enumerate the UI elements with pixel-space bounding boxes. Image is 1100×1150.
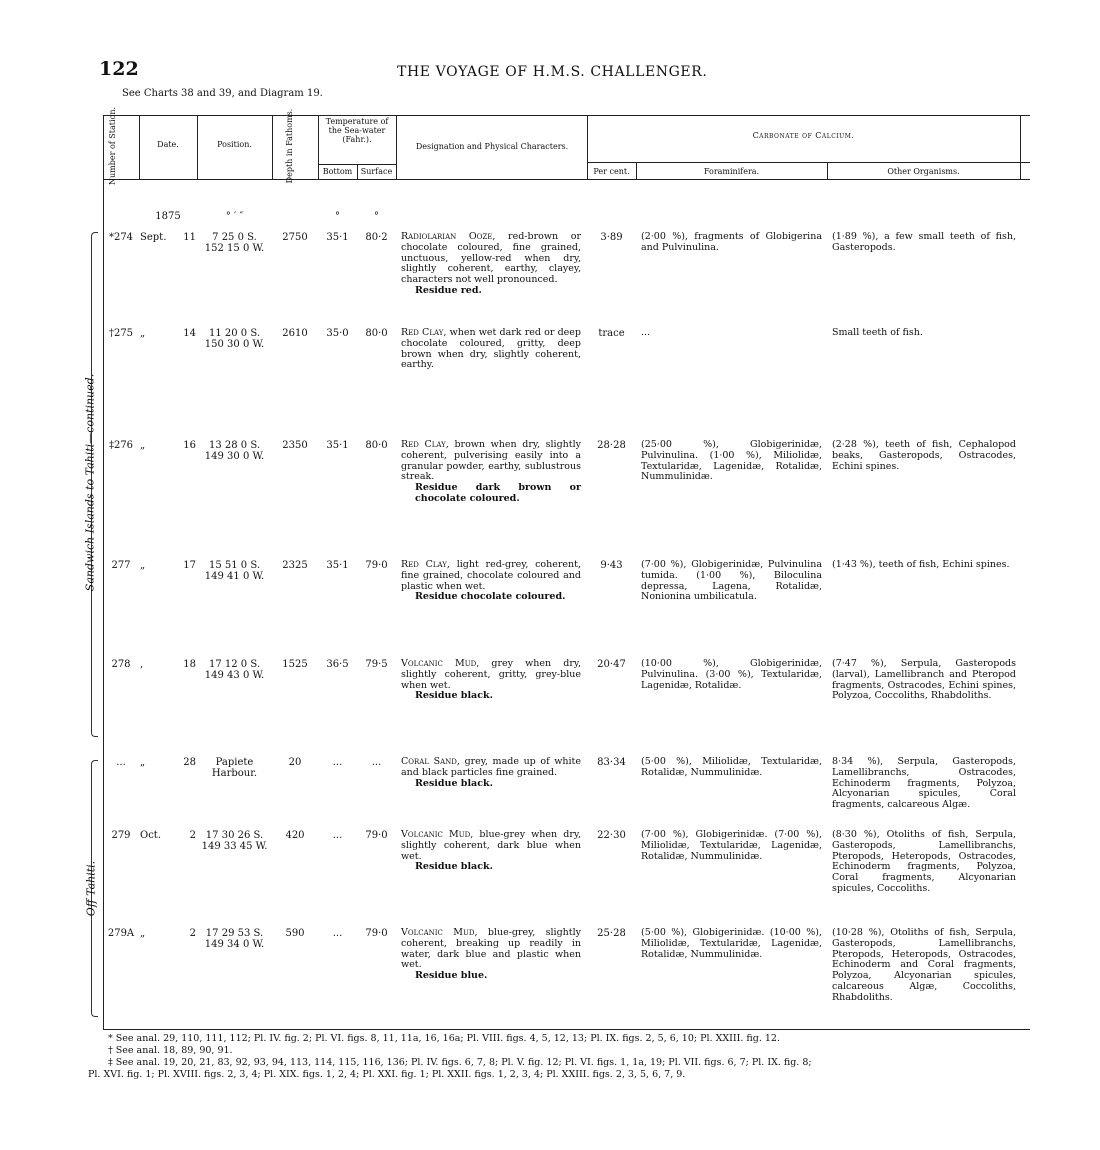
date-day: 17 [183, 560, 196, 571]
temp-surface: 79·0 [365, 928, 388, 939]
other-organisms-text: (10·28 %), Otoliths of fish, Serpula, Gasteropods, Lamellibranchs, Pteropods, Heteropods, Ostracodes, Echinoderm and Coral fragments, Polyzoa, Alcyonarian spicules, calcareous Algæ, Coccoliths, Rhabdoliths. [832, 927, 1016, 1003]
carbonate-percent: 28·28 [597, 440, 626, 451]
depth-fathoms: 590 [285, 928, 305, 939]
carbonate-percent: trace [598, 328, 625, 339]
date-day: 2 [189, 928, 196, 939]
deposit-description: brown when dry, slightly coherent, pulverising easily into a granular powder, earthy, sublustrous streak. [401, 439, 582, 483]
carbonate-percent: 3·89 [600, 232, 623, 243]
depth-fathoms: 1525 [282, 659, 308, 670]
residue-note: Residue blue. [415, 970, 488, 982]
position-longitude: 149 41 0 W. [204, 571, 265, 582]
carbonate-percent: 20·47 [597, 659, 626, 670]
designation-text [401, 659, 581, 702]
year: 1875 [155, 211, 181, 222]
station-number: *274 [108, 232, 134, 243]
station-number: †275 [108, 328, 134, 339]
other-organisms-text: (8·30 %), Otoliths of fish, Serpula, Gasteropods, Lamellibranchs, Pteropods, Heteropods, Ostracodes, Echinoderm fragments, Polyzoa, Coral fragments, Alcyonarian spicules, Coccoliths. [832, 829, 1016, 894]
deposit-name: Radiolarian Ooze, [401, 231, 509, 242]
depth-fathoms: 2325 [282, 560, 308, 571]
page-number: 122 [99, 58, 139, 80]
position-longitude: 149 30 0 W. [204, 451, 265, 462]
station-number: ... [116, 757, 126, 768]
position-latitude: 17 12 0 S. [208, 659, 261, 670]
deposit-name: Red Clay, [401, 439, 455, 450]
date-month: „ [140, 757, 146, 768]
header-temperature: Temperature of the Sea-water (Fahr.). [325, 117, 389, 144]
header-date: Date. [157, 140, 179, 149]
residue-note: Residue black. [415, 861, 493, 873]
date-day: 11 [183, 232, 196, 243]
station-number: ‡276 [108, 440, 134, 451]
position-longitude: 149 34 0 W. [204, 939, 265, 950]
foraminifera-text: (5·00 %), Globigerinidæ. (10·00 %), Miliolidæ, Textularidæ, Lagenidæ, Rotalidæ, Nummulinidæ. [641, 927, 822, 960]
station-number: 277 [111, 560, 131, 571]
foraminifera-text: (7·00 %), Globigerinidæ. (7·00 %), Miliolidæ, Textularidæ, Lagenidæ, Rotalidæ, Nummulinidæ. [641, 829, 822, 862]
temp-surface: 79·0 [365, 830, 388, 841]
designation-text [401, 830, 581, 873]
deposit-name: Volcanic Mud, [401, 658, 492, 669]
other-organisms-text: (1·43 %), teeth of fish, Echini spines. [832, 559, 1010, 570]
designation-text [401, 328, 581, 371]
deposit-name: Volcanic Mud, [401, 927, 488, 938]
footnote-line: Pl. XVI. fig. 1; Pl. XVIII. figs. 2, 3, 4; Pl. XIX. figs. 1, 2, 4; Pl. XXI. fig. 1; Pl. XXII. figs. 1, 2, 3, 4; Pl. XXIII. figs. 2, 3, 5, 6, 7, 9. [88, 1069, 686, 1080]
station-number: 279A [107, 928, 135, 939]
temp-bottom: ... [332, 757, 343, 768]
position-latitude: 7 25 0 S. [212, 232, 257, 243]
position-longitude: 150 30 0 W. [204, 339, 265, 350]
depth-fathoms: 2610 [282, 328, 308, 339]
deposit-description: when wet dark red or deep chocolate coloured, gritty, deep brown when dry, slightly coherent, earthy. [401, 327, 581, 371]
other-organisms-text: (1·89 %), a few small teeth of fish, Gasteropods. [832, 231, 1016, 253]
date-day: 18 [183, 659, 196, 670]
date-day: 16 [183, 440, 196, 451]
date-day: 14 [183, 328, 196, 339]
other-organisms-text: Small teeth of fish. [832, 327, 923, 338]
position-latitude: 15 51 0 S. [208, 560, 261, 571]
footnote-line: * See anal. 29, 110, 111, 112; Pl. IV. fig. 2; Pl. VI. figs. 8, 11, 11a, 16, 16a; Pl. VIII. figs. 4, 5, 12, 13; Pl. IX. figs. 2, 5, 6, 10; Pl. XXIII. fig. 12. [108, 1033, 780, 1044]
header-per-cent: Per cent. [593, 167, 630, 176]
deposit-description: blue-grey, slightly coherent, breaking up readily in water, dark blue and plastic when wet. [401, 927, 581, 971]
header-bottom: Bottom [322, 167, 353, 176]
date-day: 2 [189, 830, 196, 841]
designation-text [401, 757, 581, 789]
temp-surface: 80·0 [365, 328, 388, 339]
header-designation: Designation and Physical Characters. [415, 142, 569, 151]
deposit-description: light red-grey, coherent, fine grained, chocolate coloured and plastic when wet. [401, 559, 582, 592]
temp-bottom: ... [332, 928, 343, 939]
bottom-degree: ° [335, 211, 340, 222]
residue-note: Residue red. [415, 284, 482, 296]
temp-surface: ... [371, 757, 382, 768]
position-latitude: Papiete [215, 757, 254, 768]
residue-note: Residue black. [415, 777, 493, 789]
date-day: 28 [183, 757, 196, 768]
designation-text [401, 560, 581, 603]
date-month: , [140, 659, 144, 670]
depth-fathoms: 420 [285, 830, 305, 841]
date-month: Oct. [140, 830, 161, 841]
position-units: ° ′ ″ [225, 211, 244, 222]
position-latitude: 17 30 26 S. [205, 830, 264, 841]
other-organisms-text: (7·47 %), Serpula, Gasteropods (larval), Lamellibranch and Pteropod fragments, Ostracodes, Echini spines, Polyzoa, Coccoliths, Rhabdoliths. [832, 658, 1016, 702]
depth-fathoms: 2350 [282, 440, 308, 451]
deposit-description: grey when dry, slightly coherent, gritty, grey-blue when wet. [401, 658, 581, 691]
side-label-sandwich-tahiti: Sandwich Islands to Tahiti—continued. [83, 373, 97, 592]
designation-text [401, 928, 581, 982]
header-carbonate: Carbonate of Calcium. [752, 131, 855, 140]
temp-bottom: ... [332, 830, 343, 841]
depth-fathoms: 2750 [282, 232, 308, 243]
carbonate-percent: 83·34 [597, 757, 626, 768]
depth-fathoms: 20 [288, 757, 302, 768]
designation-text [401, 232, 581, 297]
date-month: „ [140, 328, 146, 339]
foraminifera-text: (25·00 %), Globigerinidæ, Pulvinulina. (1·00 %), Miliolidæ, Textularidæ, Lagenidæ, Rotalidæ, Nummulinidæ. [641, 439, 822, 483]
carbonate-percent: 9·43 [600, 560, 623, 571]
date-month: „ [140, 440, 146, 451]
station-number: 278 [111, 659, 131, 670]
residue-note: Residue black. [415, 690, 493, 702]
deposit-description: blue-grey when dry, slightly coherent, dark blue when wet. [401, 829, 581, 862]
charts-note: See Charts 38 and 39, and Diagram 19. [122, 88, 323, 99]
carbonate-percent: 25·28 [597, 928, 626, 939]
header-foraminifera: Foraminifera. [703, 167, 760, 176]
deposit-description: grey, made up of white and black particles fine grained. [401, 756, 581, 778]
header-surface: Surface [360, 167, 393, 176]
deposit-name: Red Clay, [401, 559, 457, 570]
header-other-organisms: Other Organisms. [887, 167, 960, 176]
position-longitude: Harbour. [211, 768, 258, 779]
foraminifera-text: ... [641, 327, 651, 338]
footnote-line: ‡ See anal. 19, 20, 21, 83, 92, 93, 94, 113, 114, 115, 116, 136; Pl. IV. figs. 6, 7, 8; Pl. V. fig. 12; Pl. VI. figs. 1, 1a, 19; Pl. VII. figs. 6, 7; Pl. IX. fig. 8; [108, 1057, 812, 1068]
foraminifera-text: (5·00 %), Miliolidæ, Textularidæ, Rotalidæ, Nummulinidæ. [641, 756, 822, 778]
running-title: THE VOYAGE OF H.M.S. CHALLENGER. [397, 64, 708, 80]
designation-text [401, 440, 581, 505]
position-longitude: 149 33 45 W. [201, 841, 268, 852]
deposit-description: red-brown or chocolate coloured, fine grained, unctuous, yellow-red when dry, slightly coherent, earthy, clayey, characters not well pronounced. [401, 231, 581, 286]
residue-note: Residue chocolate coloured. [415, 591, 566, 603]
position-latitude: 17 29 53 S. [205, 928, 264, 939]
date-month: Sept. [140, 232, 167, 243]
position-latitude: 13 28 0 S. [208, 440, 261, 451]
header-position: Position. [217, 140, 252, 149]
date-month: „ [140, 928, 146, 939]
temp-bottom: 36·5 [326, 659, 349, 670]
surface-degree: ° [374, 211, 379, 222]
other-organisms-text: 8·34 %), Serpula, Gasteropods, Lamellibranchs, Ostracodes, Echinoderm fragments, Polyzoa, Alcyonarian spicules, Coral fragments, calcareous Algæ. [832, 756, 1016, 811]
temp-bottom: 35·0 [326, 328, 349, 339]
temp-surface: 79·0 [365, 560, 388, 571]
deposit-name: Red Clay, [401, 327, 450, 338]
header-station: Number of Station. [108, 106, 117, 186]
date-month: „ [140, 560, 146, 571]
foraminifera-text: (7·00 %), Globigerinidæ, Pulvinulina tumida. (1·00 %), Biloculina depressa, Lagena, Rotalidæ, Nonionina umbilicatula. [641, 559, 822, 603]
temp-surface: 79·5 [365, 659, 388, 670]
side-label-off-tahiti: Off Tahiti. [84, 860, 98, 917]
foraminifera-text: (2·00 %), fragments of Globigerina and Pulvinulina. [641, 231, 822, 253]
position-longitude: 152 15 0 W. [204, 243, 265, 254]
temp-surface: 80·0 [365, 440, 388, 451]
carbonate-percent: 22·30 [597, 830, 626, 841]
position-longitude: 149 43 0 W. [204, 670, 265, 681]
residue-note: Residue dark brown or chocolate coloured. [415, 482, 581, 504]
deposit-name: Coral Sand, [401, 756, 465, 767]
station-number: 279 [111, 830, 131, 841]
other-organisms-text: (2·28 %), teeth of fish, Cephalopod beaks, Gasteropods, Ostracodes, Echini spines. [832, 439, 1016, 472]
temp-bottom: 35·1 [326, 232, 349, 243]
temp-surface: 80·2 [365, 232, 388, 243]
temp-bottom: 35·1 [326, 440, 349, 451]
temp-bottom: 35·1 [326, 560, 349, 571]
deposit-name: Volcanic Mud, [401, 829, 480, 840]
header-depth: Depth in Fathoms. [285, 108, 294, 184]
position-latitude: 11 20 0 S. [208, 328, 261, 339]
footnote-line: † See anal. 18, 89, 90, 91. [108, 1045, 233, 1056]
foraminifera-text: (10·00 %), Globigerinidæ, Pulvinulina. (3·00 %), Textularidæ, Lagenidæ, Rotalidæ. [641, 658, 822, 691]
